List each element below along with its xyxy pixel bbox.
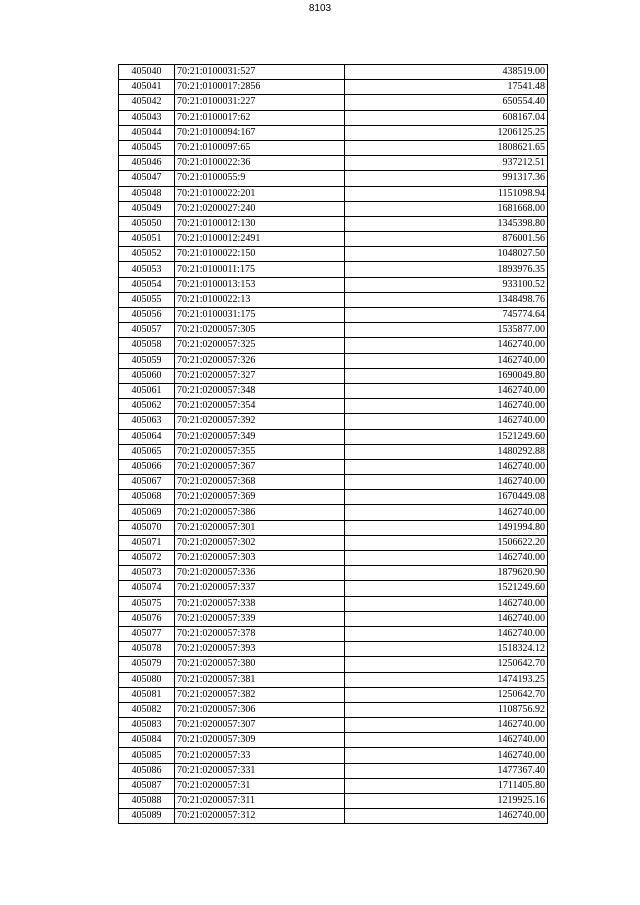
cadastral-number-cell: 70:21:0100055:9 xyxy=(175,171,345,186)
cadastral-value-cell: 1690049.80 xyxy=(345,368,548,383)
cadastral-value-cell: 1808621.65 xyxy=(345,140,548,155)
cadastral-value-cell: 1250642.70 xyxy=(345,657,548,672)
cadastral-number-cell: 70:21:0200057:301 xyxy=(175,520,345,535)
table-row xyxy=(119,733,548,748)
cadastral-number-cell: 70:21:0200057:309 xyxy=(175,733,345,748)
table-row xyxy=(119,748,548,763)
cadastral-value-cell: 1521249.60 xyxy=(345,429,548,444)
row-number-cell: 405060 xyxy=(119,368,175,383)
cadastral-number-cell: 70:21:0200057:380 xyxy=(175,657,345,672)
row-number-cell: 405062 xyxy=(119,399,175,414)
table-row xyxy=(119,611,548,626)
cadastral-value-cell: 1462740.00 xyxy=(345,475,548,490)
cadastral-number-cell: 70:21:0100094:167 xyxy=(175,125,345,140)
cadastral-value-cell: 17541.48 xyxy=(345,80,548,95)
cadastral-value-cell: 1480292.88 xyxy=(345,444,548,459)
table-row xyxy=(119,520,548,535)
cadastral-number-cell: 70:21:0100017:2856 xyxy=(175,80,345,95)
cadastral-value-cell: 1462740.00 xyxy=(345,459,548,474)
table-row xyxy=(119,292,548,307)
row-number-cell: 405070 xyxy=(119,520,175,535)
cadastral-number-cell: 70:21:0200057:336 xyxy=(175,566,345,581)
row-number-cell: 405082 xyxy=(119,702,175,717)
table-row xyxy=(119,247,548,262)
cadastral-number-cell: 70:21:0200057:303 xyxy=(175,551,345,566)
cadastral-number-cell: 70:21:0200057:338 xyxy=(175,596,345,611)
table-row xyxy=(119,156,548,171)
cadastral-value-cell: 933100.52 xyxy=(345,277,548,292)
cadastral-number-cell: 70:21:0100012:2491 xyxy=(175,232,345,247)
cadastral-value-cell: 1491994.80 xyxy=(345,520,548,535)
row-number-cell: 405041 xyxy=(119,80,175,95)
cadastral-value-cell: 1474193.25 xyxy=(345,672,548,687)
cadastral-value-cell: 1535877.00 xyxy=(345,323,548,338)
table-body xyxy=(119,65,548,824)
row-number-cell: 405084 xyxy=(119,733,175,748)
cadastral-number-cell: 70:21:0200057:378 xyxy=(175,626,345,641)
cadastral-value-cell: 438519.00 xyxy=(345,65,548,80)
cadastral-number-cell: 70:21:0100012:130 xyxy=(175,216,345,231)
cadastral-value-cell: 1048027.50 xyxy=(345,247,548,262)
cadastral-number-cell: 70:21:0200057:31 xyxy=(175,778,345,793)
table-row xyxy=(119,459,548,474)
table-row xyxy=(119,809,548,824)
row-number-cell: 405053 xyxy=(119,262,175,277)
row-number-cell: 405088 xyxy=(119,794,175,809)
row-number-cell: 405061 xyxy=(119,383,175,398)
cadastral-number-cell: 70:21:0100031:527 xyxy=(175,65,345,80)
cadastral-number-cell: 70:21:0200057:312 xyxy=(175,809,345,824)
cadastral-number-cell: 70:21:0200057:307 xyxy=(175,718,345,733)
table-row xyxy=(119,718,548,733)
table-row xyxy=(119,308,548,323)
cadastral-number-cell: 70:21:0200057:337 xyxy=(175,581,345,596)
row-number-cell: 405073 xyxy=(119,566,175,581)
cadastral-value-table xyxy=(118,64,548,824)
table-row xyxy=(119,399,548,414)
cadastral-value-cell: 650554.40 xyxy=(345,95,548,110)
cadastral-number-cell: 70:21:0200057:349 xyxy=(175,429,345,444)
table-row xyxy=(119,475,548,490)
cadastral-number-cell: 70:21:0200057:368 xyxy=(175,475,345,490)
row-number-cell: 405045 xyxy=(119,140,175,155)
cadastral-number-cell: 70:21:0200057:325 xyxy=(175,338,345,353)
cadastral-number-cell: 70:21:0200057:327 xyxy=(175,368,345,383)
row-number-cell: 405044 xyxy=(119,125,175,140)
row-number-cell: 405052 xyxy=(119,247,175,262)
row-number-cell: 405063 xyxy=(119,414,175,429)
table-row xyxy=(119,626,548,641)
cadastral-value-cell: 1462740.00 xyxy=(345,809,548,824)
row-number-cell: 405047 xyxy=(119,171,175,186)
row-number-cell: 405049 xyxy=(119,201,175,216)
cadastral-value-cell: 1462740.00 xyxy=(345,733,548,748)
cadastral-value-cell: 1219925.16 xyxy=(345,794,548,809)
cadastral-number-cell: 70:21:0200057:311 xyxy=(175,794,345,809)
row-number-cell: 405058 xyxy=(119,338,175,353)
cadastral-value-cell: 1462740.00 xyxy=(345,626,548,641)
row-number-cell: 405075 xyxy=(119,596,175,611)
table-row xyxy=(119,65,548,80)
table-row xyxy=(119,368,548,383)
table-row xyxy=(119,794,548,809)
table-row xyxy=(119,535,548,550)
table-row xyxy=(119,566,548,581)
cadastral-number-cell: 70:21:0100022:201 xyxy=(175,186,345,201)
table-row xyxy=(119,201,548,216)
cadastral-value-cell: 937212.51 xyxy=(345,156,548,171)
row-number-cell: 405068 xyxy=(119,490,175,505)
cadastral-value-cell: 608167.04 xyxy=(345,110,548,125)
table-row xyxy=(119,262,548,277)
row-number-cell: 405046 xyxy=(119,156,175,171)
cadastral-number-cell: 70:21:0100022:13 xyxy=(175,292,345,307)
row-number-cell: 405080 xyxy=(119,672,175,687)
cadastral-number-cell: 70:21:0200057:355 xyxy=(175,444,345,459)
cadastral-number-cell: 70:21:0100097:65 xyxy=(175,140,345,155)
table-row xyxy=(119,232,548,247)
cadastral-value-cell: 1462740.00 xyxy=(345,748,548,763)
cadastral-value-cell: 1879620.90 xyxy=(345,566,548,581)
cadastral-number-cell: 70:21:0200057:331 xyxy=(175,763,345,778)
row-number-cell: 405069 xyxy=(119,505,175,520)
cadastral-value-cell: 745774.64 xyxy=(345,308,548,323)
table-row xyxy=(119,702,548,717)
table-row xyxy=(119,490,548,505)
cadastral-value-cell: 1462740.00 xyxy=(345,399,548,414)
cadastral-number-cell: 70:21:0200057:393 xyxy=(175,642,345,657)
cadastral-value-cell: 1893976.35 xyxy=(345,262,548,277)
table-row xyxy=(119,778,548,793)
cadastral-number-cell: 70:21:0100013:153 xyxy=(175,277,345,292)
table-row xyxy=(119,429,548,444)
cadastral-number-cell: 70:21:0200057:305 xyxy=(175,323,345,338)
cadastral-value-cell: 1518324.12 xyxy=(345,642,548,657)
cadastral-number-cell: 70:21:0100017:62 xyxy=(175,110,345,125)
row-number-cell: 405083 xyxy=(119,718,175,733)
cadastral-number-cell: 70:21:0200057:339 xyxy=(175,611,345,626)
cadastral-value-cell: 1462740.00 xyxy=(345,596,548,611)
cadastral-value-cell: 991317.36 xyxy=(345,171,548,186)
cadastral-value-cell: 1521249.60 xyxy=(345,581,548,596)
row-number-cell: 405059 xyxy=(119,353,175,368)
page-number: 8103 xyxy=(308,3,332,14)
table-row xyxy=(119,763,548,778)
row-number-cell: 405064 xyxy=(119,429,175,444)
cadastral-value-cell: 1670449.08 xyxy=(345,490,548,505)
cadastral-value-cell: 1206125.25 xyxy=(345,125,548,140)
row-number-cell: 405074 xyxy=(119,581,175,596)
cadastral-number-cell: 70:21:0100022:36 xyxy=(175,156,345,171)
row-number-cell: 405078 xyxy=(119,642,175,657)
row-number-cell: 405086 xyxy=(119,763,175,778)
row-number-cell: 405066 xyxy=(119,459,175,474)
table-row xyxy=(119,505,548,520)
table-row xyxy=(119,338,548,353)
row-number-cell: 405048 xyxy=(119,186,175,201)
row-number-cell: 405054 xyxy=(119,277,175,292)
cadastral-number-cell: 70:21:0200057:348 xyxy=(175,383,345,398)
cadastral-number-cell: 70:21:0100031:175 xyxy=(175,308,345,323)
cadastral-value-cell: 1462740.00 xyxy=(345,505,548,520)
cadastral-value-cell: 1250642.70 xyxy=(345,687,548,702)
table-row xyxy=(119,642,548,657)
cadastral-number-cell: 70:21:0200057:302 xyxy=(175,535,345,550)
cadastral-value-cell: 1477367.40 xyxy=(345,763,548,778)
table-row xyxy=(119,323,548,338)
cadastral-value-cell: 1506622.20 xyxy=(345,535,548,550)
row-number-cell: 405056 xyxy=(119,308,175,323)
table-row xyxy=(119,171,548,186)
cadastral-value-cell: 1462740.00 xyxy=(345,718,548,733)
table-row xyxy=(119,140,548,155)
cadastral-value-cell: 1711405.80 xyxy=(345,778,548,793)
table-row xyxy=(119,596,548,611)
row-number-cell: 405072 xyxy=(119,551,175,566)
cadastral-value-cell: 1462740.00 xyxy=(345,338,548,353)
cadastral-value-cell: 1345398.80 xyxy=(345,216,548,231)
cadastral-number-cell: 70:21:0100022:150 xyxy=(175,247,345,262)
cadastral-number-cell: 70:21:0200057:369 xyxy=(175,490,345,505)
cadastral-number-cell: 70:21:0200057:354 xyxy=(175,399,345,414)
cadastral-value-cell: 1462740.00 xyxy=(345,353,548,368)
cadastral-value-cell: 1462740.00 xyxy=(345,414,548,429)
cadastral-value-cell: 1108756.92 xyxy=(345,702,548,717)
cadastral-value-cell: 1462740.00 xyxy=(345,551,548,566)
table-row xyxy=(119,657,548,672)
row-number-cell: 405050 xyxy=(119,216,175,231)
row-number-cell: 405057 xyxy=(119,323,175,338)
cadastral-number-cell: 70:21:0100011:175 xyxy=(175,262,345,277)
row-number-cell: 405067 xyxy=(119,475,175,490)
row-number-cell: 405077 xyxy=(119,626,175,641)
row-number-cell: 405055 xyxy=(119,292,175,307)
cadastral-value-cell: 1462740.00 xyxy=(345,611,548,626)
cadastral-value-cell: 1462740.00 xyxy=(345,383,548,398)
row-number-cell: 405076 xyxy=(119,611,175,626)
cadastral-number-cell: 70:21:0200027:240 xyxy=(175,201,345,216)
row-number-cell: 405081 xyxy=(119,687,175,702)
cadastral-number-cell: 70:21:0200057:381 xyxy=(175,672,345,687)
cadastral-value-cell: 1151098.94 xyxy=(345,186,548,201)
table-row xyxy=(119,186,548,201)
table-row xyxy=(119,444,548,459)
table-row xyxy=(119,414,548,429)
cadastral-value-cell: 1348498.76 xyxy=(345,292,548,307)
table-row xyxy=(119,581,548,596)
row-number-cell: 405079 xyxy=(119,657,175,672)
table-row xyxy=(119,110,548,125)
cadastral-number-cell: 70:21:0200057:306 xyxy=(175,702,345,717)
cadastral-number-cell: 70:21:0100031:227 xyxy=(175,95,345,110)
table-row xyxy=(119,353,548,368)
table-row xyxy=(119,216,548,231)
cadastral-number-cell: 70:21:0200057:386 xyxy=(175,505,345,520)
table-row xyxy=(119,687,548,702)
row-number-cell: 405087 xyxy=(119,778,175,793)
cadastral-number-cell: 70:21:0200057:367 xyxy=(175,459,345,474)
row-number-cell: 405089 xyxy=(119,809,175,824)
row-number-cell: 405065 xyxy=(119,444,175,459)
cadastral-number-cell: 70:21:0200057:382 xyxy=(175,687,345,702)
table-row xyxy=(119,125,548,140)
row-number-cell: 405085 xyxy=(119,748,175,763)
table-row xyxy=(119,383,548,398)
cadastral-value-cell: 876001.56 xyxy=(345,232,548,247)
cadastral-number-cell: 70:21:0200057:392 xyxy=(175,414,345,429)
table-row xyxy=(119,277,548,292)
table-row xyxy=(119,551,548,566)
table-row xyxy=(119,80,548,95)
row-number-cell: 405043 xyxy=(119,110,175,125)
row-number-cell: 405071 xyxy=(119,535,175,550)
table-row xyxy=(119,95,548,110)
cadastral-value-cell: 1681668.00 xyxy=(345,201,548,216)
table-row xyxy=(119,672,548,687)
cadastral-number-cell: 70:21:0200057:326 xyxy=(175,353,345,368)
row-number-cell: 405042 xyxy=(119,95,175,110)
row-number-cell: 405051 xyxy=(119,232,175,247)
row-number-cell: 405040 xyxy=(119,65,175,80)
cadastral-number-cell: 70:21:0200057:33 xyxy=(175,748,345,763)
